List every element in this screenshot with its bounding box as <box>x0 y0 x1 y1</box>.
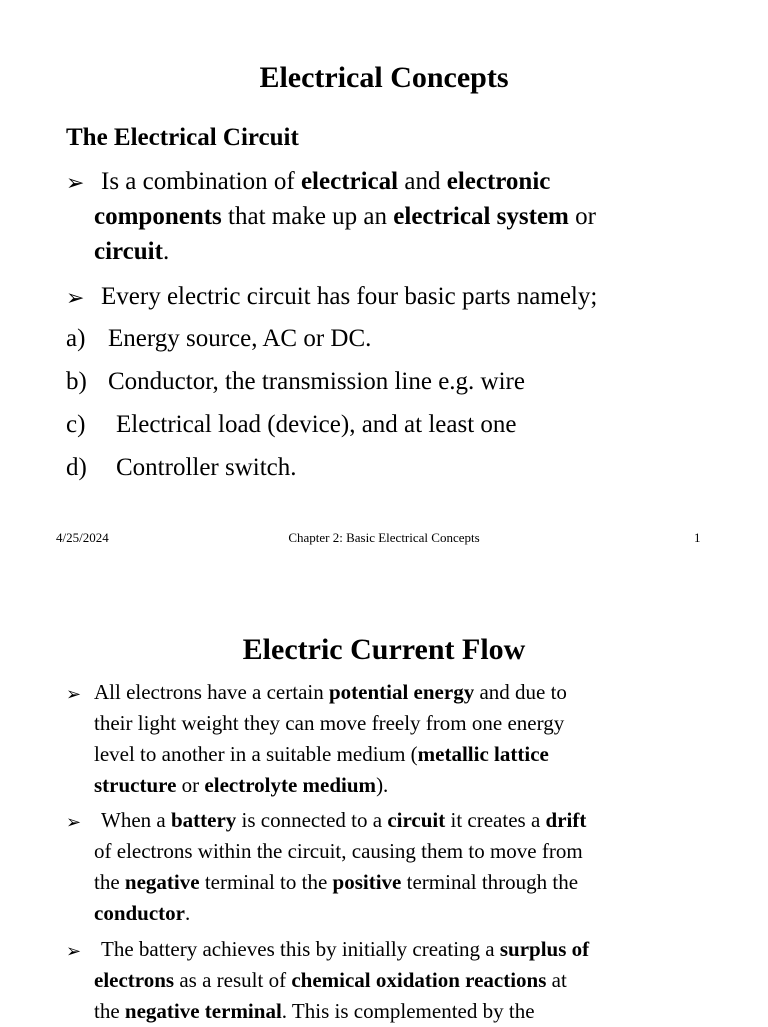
list-text: Controller switch. <box>116 454 297 481</box>
bullet-line: their light weight they can move freely from one energy <box>94 711 565 735</box>
bullet-text <box>66 164 726 269</box>
bullet-text <box>66 934 736 1027</box>
slide-title: Electric Current Flow <box>242 633 526 666</box>
bullet-line: the negative terminal to the positive terminal through the <box>94 870 579 894</box>
list-item <box>66 364 525 399</box>
list-text: Electrical load (device), and at least one <box>116 411 517 438</box>
arrow-bullet-icon: ➢ <box>66 941 82 962</box>
slide-2 <box>0 560 768 1024</box>
bullet-line: the negative terminal. This is complemented by the <box>94 999 535 1023</box>
list-text: Energy source, AC or DC. <box>108 325 372 352</box>
arrow-bullet-icon: ➢ <box>66 684 82 705</box>
bullet-line: electrons as a result of chemical oxidation reactions at <box>94 968 567 992</box>
bullet-text: Every electric circuit has four basic parts namely; <box>101 283 598 310</box>
slide-title: Electrical Concepts <box>259 61 509 94</box>
list-letter: b) <box>66 368 87 395</box>
bullet-line: conductor. <box>94 901 191 925</box>
bullet-item <box>66 934 736 1027</box>
list-letter: c) <box>66 411 86 438</box>
bullet-item <box>66 164 726 269</box>
bullet-line: The battery achieves this by initially creating a surplus of <box>101 937 590 961</box>
list-item <box>66 321 371 356</box>
list-text: Conductor, the transmission line e.g. wire <box>108 368 525 395</box>
bullet-text <box>66 677 736 801</box>
footer-chapter: Chapter 2: Basic Electrical Concepts <box>288 530 480 545</box>
arrow-bullet-icon: ➢ <box>66 286 85 311</box>
section-subtitle: The Electrical Circuit <box>66 124 299 151</box>
bullet-item <box>66 805 736 929</box>
bullet-item <box>66 677 736 801</box>
bullet-line: level to another in a suitable medium (metallic lattice <box>94 742 549 766</box>
bullet-item <box>66 279 746 314</box>
footer-page-number: 1 <box>694 530 701 545</box>
bullet-line: structure or electrolyte medium). <box>94 773 389 797</box>
bullet-line: All electrons have a certain potential energy and due to <box>94 680 567 704</box>
bullet-line: of electrons within the circuit, causing them to move from <box>94 839 583 863</box>
bullet-line: Is a combination of electrical and electronic <box>101 168 551 195</box>
list-item <box>66 450 297 485</box>
list-letter: d) <box>66 454 87 481</box>
list-letter: a) <box>66 325 86 352</box>
bullet-line: circuit. <box>94 238 170 265</box>
footer-date: 4/25/2024 <box>56 530 109 545</box>
arrow-bullet-icon: ➢ <box>66 171 85 196</box>
bullet-line: When a battery is connected to a circuit it creates a drift <box>101 808 587 832</box>
bullet-text <box>66 805 736 929</box>
bullet-line: components that make up an electrical system or <box>94 203 596 230</box>
arrow-bullet-icon: ➢ <box>66 812 82 833</box>
list-item <box>66 407 517 442</box>
